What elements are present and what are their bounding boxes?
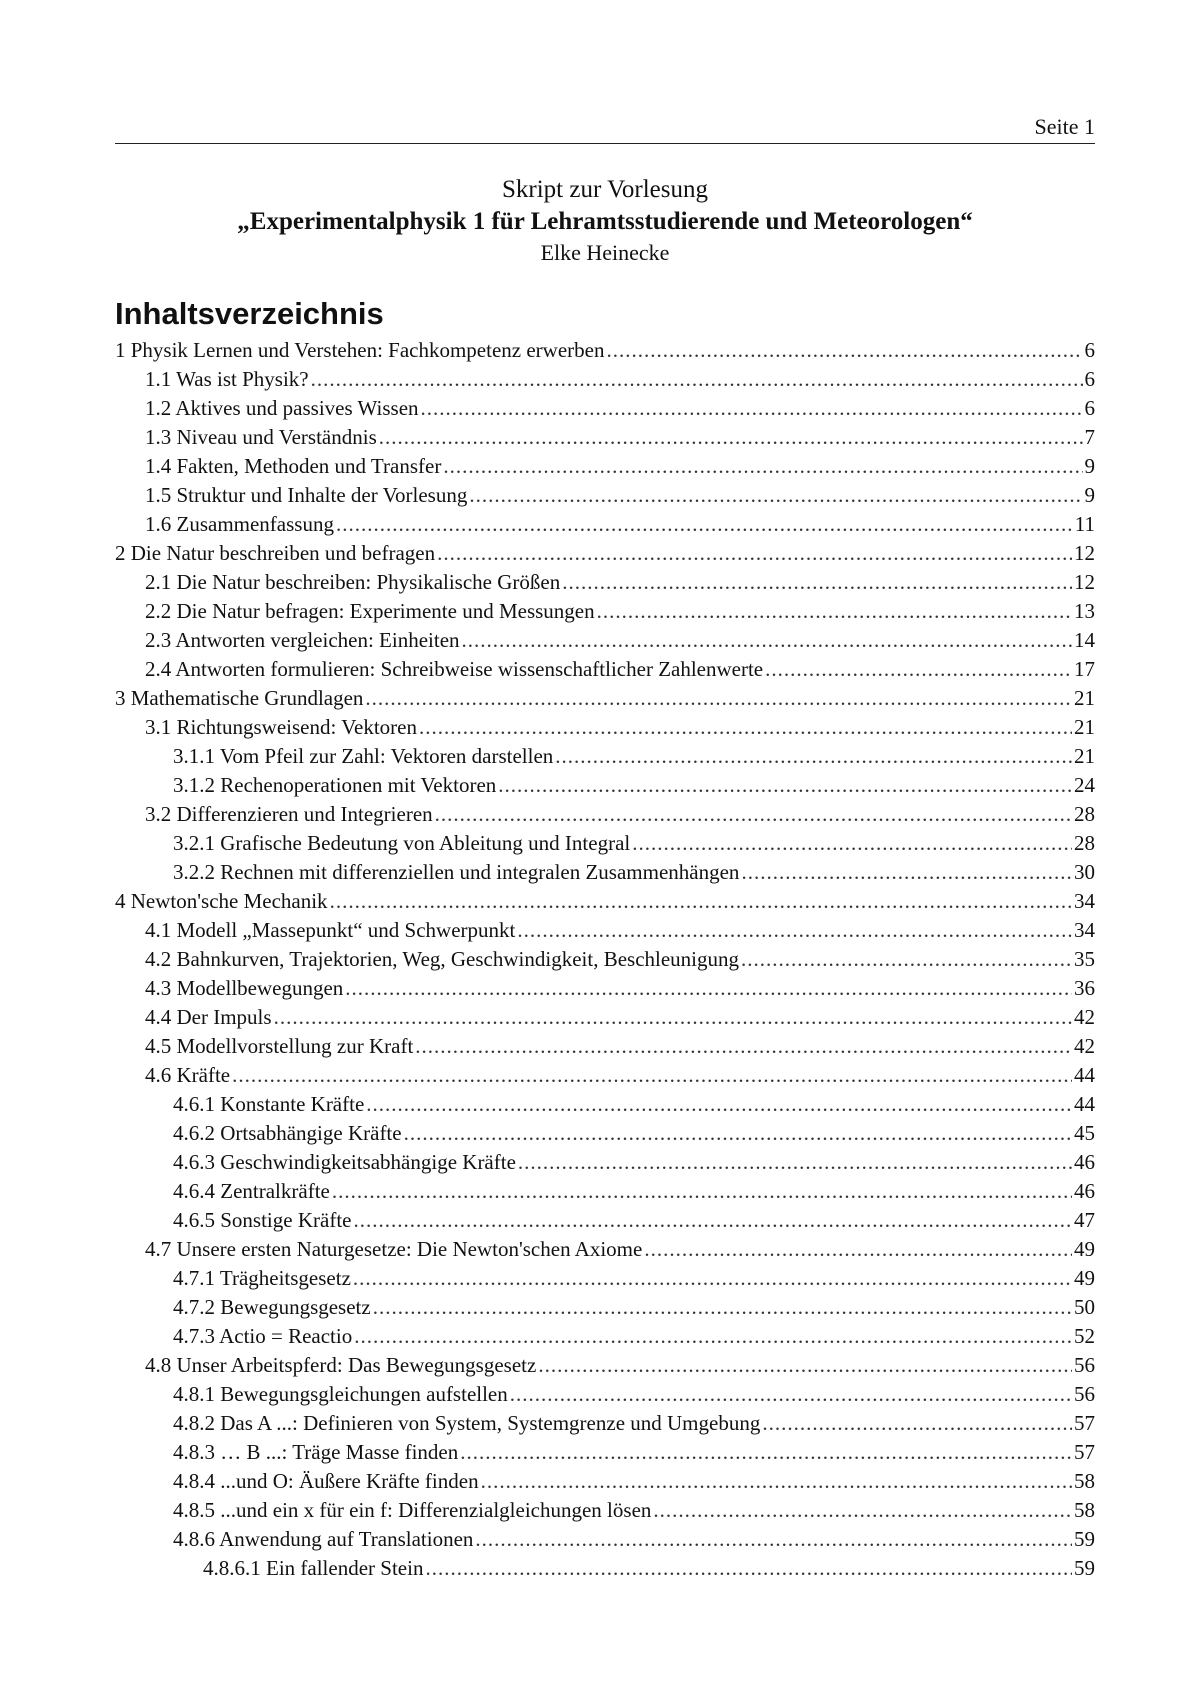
toc-entry-title: 4 Newton'sche Mechanik bbox=[115, 889, 328, 913]
toc-entry-page-number: 59 bbox=[1074, 1527, 1095, 1551]
toc-entry-page-number: 21 bbox=[1074, 686, 1095, 710]
toc-entry-title: 4.7.2 Bewegungsgesetz bbox=[173, 1295, 371, 1319]
toc-entry[interactable] bbox=[115, 974, 1095, 1003]
toc-dot-leader bbox=[460, 1438, 1072, 1467]
toc-entry-page-number: 6 bbox=[1084, 367, 1095, 391]
toc-entry-page-number: 42 bbox=[1074, 1034, 1095, 1058]
toc-entry-page-number: 14 bbox=[1074, 628, 1095, 652]
toc-entry[interactable] bbox=[115, 655, 1095, 684]
toc-entry[interactable] bbox=[115, 1322, 1095, 1351]
toc-dot-leader bbox=[404, 1119, 1072, 1148]
toc-entry-page-number: 47 bbox=[1074, 1208, 1095, 1232]
toc-entry[interactable] bbox=[115, 1554, 1095, 1583]
toc-entry-page-number: 44 bbox=[1074, 1063, 1095, 1087]
toc-entry-title: 3.2.1 Grafische Bedeutung von Ableitung und Integral bbox=[173, 831, 631, 855]
toc-entry-page-number: 12 bbox=[1074, 541, 1095, 565]
toc-entry[interactable] bbox=[115, 1380, 1095, 1409]
toc-entry[interactable] bbox=[115, 481, 1095, 510]
toc-entry[interactable] bbox=[115, 1177, 1095, 1206]
toc-entry-title: 3.1.1 Vom Pfeil zur Zahl: Vektoren darstellen bbox=[173, 744, 554, 768]
toc-entry-title: 1 Physik Lernen und Verstehen: Fachkompetenz erwerben bbox=[115, 338, 605, 362]
toc-entry-page-number: 59 bbox=[1074, 1556, 1095, 1580]
toc-entry-page-number: 12 bbox=[1074, 570, 1095, 594]
toc-entry-page-number: 44 bbox=[1074, 1092, 1095, 1116]
toc-dot-leader bbox=[606, 336, 1082, 365]
toc-entry[interactable] bbox=[115, 568, 1095, 597]
toc-entry[interactable] bbox=[115, 597, 1095, 626]
toc-entry[interactable] bbox=[115, 945, 1095, 974]
title-block bbox=[115, 175, 1095, 266]
toc-dot-leader bbox=[481, 1467, 1072, 1496]
toc-dot-leader bbox=[475, 1525, 1072, 1554]
toc-entry[interactable] bbox=[115, 742, 1095, 771]
toc-entry[interactable] bbox=[115, 829, 1095, 858]
toc-entry[interactable] bbox=[115, 684, 1095, 713]
toc-entry-title: 4.6.4 Zentralkräfte bbox=[173, 1179, 330, 1203]
toc-dot-leader bbox=[498, 771, 1072, 800]
toc-entry-title: 4.6 Kräfte bbox=[145, 1063, 231, 1087]
toc-entry-title: 2 Die Natur beschreiben und befragen bbox=[115, 541, 436, 565]
toc-dot-leader bbox=[345, 974, 1072, 1003]
toc-entry[interactable] bbox=[115, 394, 1095, 423]
toc-entry-title: 4.8 Unser Arbeitspferd: Das Bewegungsgesetz bbox=[145, 1353, 537, 1377]
toc-entry[interactable] bbox=[115, 1264, 1095, 1293]
toc-entry-title: 1.3 Niveau und Verständnis bbox=[145, 425, 377, 449]
toc-entry[interactable] bbox=[115, 1351, 1095, 1380]
toc-dot-leader bbox=[366, 1090, 1072, 1119]
toc-dot-leader bbox=[353, 1264, 1072, 1293]
toc-entry-page-number: 11 bbox=[1074, 512, 1095, 536]
toc-dot-leader bbox=[765, 655, 1072, 684]
toc-entry-title: 4.2 Bahnkurven, Trajektorien, Weg, Geschwindigkeit, Beschleunigung bbox=[145, 947, 739, 971]
toc-entry[interactable] bbox=[115, 539, 1095, 568]
toc-dot-leader bbox=[437, 539, 1072, 568]
toc-entry-page-number: 36 bbox=[1074, 976, 1095, 1000]
toc-entry-title: 2.3 Antworten vergleichen: Einheiten bbox=[145, 628, 460, 652]
toc-entry-page-number: 17 bbox=[1074, 657, 1095, 681]
toc-entry-title: 1.4 Fakten, Methoden und Transfer bbox=[145, 454, 442, 478]
toc-entry[interactable] bbox=[115, 1467, 1095, 1496]
toc-entry-page-number: 24 bbox=[1074, 773, 1095, 797]
toc-entry-title: 3.2 Differenzieren und Integrieren bbox=[145, 802, 433, 826]
toc-dot-leader bbox=[330, 887, 1072, 916]
toc-entry-page-number: 6 bbox=[1084, 396, 1095, 420]
toc-entry[interactable] bbox=[115, 626, 1095, 655]
toc-dot-leader bbox=[421, 394, 1083, 423]
toc-entry[interactable] bbox=[115, 1409, 1095, 1438]
toc-dot-leader bbox=[562, 568, 1072, 597]
toc-dot-leader bbox=[517, 916, 1072, 945]
toc-entry-page-number: 35 bbox=[1074, 947, 1095, 971]
toc-entry-title: 4.3 Modellbewegungen bbox=[145, 976, 344, 1000]
toc-entry[interactable] bbox=[115, 800, 1095, 829]
toc-entry-page-number: 28 bbox=[1074, 802, 1095, 826]
toc-entry-page-number: 42 bbox=[1074, 1005, 1095, 1029]
toc-entry-page-number: 57 bbox=[1074, 1440, 1095, 1464]
toc-entry-title: 4.6.1 Konstante Kräfte bbox=[173, 1092, 365, 1116]
toc-entry-page-number: 57 bbox=[1074, 1411, 1095, 1435]
toc-entry[interactable] bbox=[115, 1206, 1095, 1235]
lecture-title: „Experimentalphysik 1 für Lehramtsstudierende und Meteorologen“ bbox=[237, 208, 973, 235]
toc-dot-leader bbox=[443, 452, 1082, 481]
toc-entry-page-number: 49 bbox=[1074, 1237, 1095, 1261]
toc-entry[interactable] bbox=[115, 1032, 1095, 1061]
toc-dot-leader bbox=[469, 481, 1082, 510]
toc-entry[interactable] bbox=[115, 1525, 1095, 1554]
toc-entry-page-number: 34 bbox=[1074, 918, 1095, 942]
toc-entry-title: 4.7.1 Trägheitsgesetz bbox=[173, 1266, 351, 1290]
page-number-header: Seite 1 bbox=[1034, 114, 1095, 139]
toc-dot-leader bbox=[379, 423, 1083, 452]
toc-entry[interactable] bbox=[115, 1119, 1095, 1148]
toc-dot-leader bbox=[311, 365, 1083, 394]
toc-entry-page-number: 28 bbox=[1074, 831, 1095, 855]
toc-entry-title: 2.2 Die Natur befragen: Experimente und Messungen bbox=[145, 599, 595, 623]
toc-dot-leader bbox=[274, 1003, 1072, 1032]
toc-entry-title: 4.8.6.1 Ein fallender Stein bbox=[203, 1556, 424, 1580]
toc-entry-title: 2.4 Antworten formulieren: Schreibweise wissenschaftlicher Zahlenwerte bbox=[145, 657, 764, 681]
toc-entry[interactable] bbox=[115, 1496, 1095, 1525]
toc-entry-page-number: 58 bbox=[1074, 1469, 1095, 1493]
toc-entry[interactable] bbox=[115, 452, 1095, 481]
toc-entry-title: 4.8.6 Anwendung auf Translationen bbox=[173, 1527, 474, 1551]
toc-entry-title: 4.8.4 ...und O: Äußere Kräfte finden bbox=[173, 1469, 479, 1493]
toc-dot-leader bbox=[415, 1032, 1072, 1061]
toc-entry-title: 1.1 Was ist Physik? bbox=[145, 367, 309, 391]
toc-dot-leader bbox=[510, 1380, 1072, 1409]
toc-entry-page-number: 58 bbox=[1074, 1498, 1095, 1522]
toc-dot-leader bbox=[644, 1235, 1072, 1264]
toc-entry-page-number: 49 bbox=[1074, 1266, 1095, 1290]
toc-dot-leader bbox=[462, 626, 1072, 655]
toc-dot-leader bbox=[741, 858, 1072, 887]
toc-entry-title: 4.4 Der Impuls bbox=[145, 1005, 272, 1029]
toc-dot-leader bbox=[419, 713, 1072, 742]
toc-dot-leader bbox=[555, 742, 1072, 771]
toc-entry-title: 4.6.2 Ortsabhängige Kräfte bbox=[173, 1121, 402, 1145]
toc-entry-title: 3 Mathematische Grundlagen bbox=[115, 686, 364, 710]
toc-entry-title: 1.2 Aktives und passives Wissen bbox=[145, 396, 419, 420]
toc-dot-leader bbox=[538, 1351, 1072, 1380]
toc-entry-title: 3.1 Richtungsweisend: Vektoren bbox=[145, 715, 417, 739]
toc-entry-page-number: 9 bbox=[1084, 454, 1095, 478]
toc-entry[interactable] bbox=[115, 365, 1095, 394]
toc-entry-page-number: 56 bbox=[1074, 1353, 1095, 1377]
toc-heading: Inhaltsverzeichnis bbox=[115, 296, 384, 331]
toc-dot-leader bbox=[762, 1409, 1072, 1438]
header-rule bbox=[115, 143, 1095, 144]
toc-entry-page-number: 21 bbox=[1074, 744, 1095, 768]
toc-entry[interactable] bbox=[115, 1003, 1095, 1032]
toc-dot-leader bbox=[518, 1148, 1072, 1177]
toc-entry[interactable] bbox=[115, 916, 1095, 945]
toc-entry[interactable] bbox=[115, 1090, 1095, 1119]
toc-entry[interactable] bbox=[115, 1061, 1095, 1090]
toc-dot-leader bbox=[353, 1206, 1072, 1235]
toc-dot-leader bbox=[597, 597, 1072, 626]
toc-entry-title: 4.5 Modellvorstellung zur Kraft bbox=[145, 1034, 414, 1058]
toc-dot-leader bbox=[332, 1177, 1072, 1206]
toc-dot-leader bbox=[653, 1496, 1072, 1525]
toc-entry[interactable] bbox=[115, 1235, 1095, 1264]
toc-entry-title: 4.8.3 … B ...: Träge Masse finden bbox=[173, 1440, 459, 1464]
toc-dot-leader bbox=[354, 1322, 1072, 1351]
toc-entry-title: 2.1 Die Natur beschreiben: Physikalische Größen bbox=[145, 570, 561, 594]
toc-entry[interactable] bbox=[115, 713, 1095, 742]
toc-entry-page-number: 34 bbox=[1074, 889, 1095, 913]
toc-entry-page-number: 30 bbox=[1074, 860, 1095, 884]
toc-entry-title: 4.8.2 Das A ...: Definieren von System, Systemgrenze und Umgebung bbox=[173, 1411, 761, 1435]
toc-dot-leader bbox=[741, 945, 1072, 974]
toc-entry-title: 4.1 Modell „Massepunkt“ und Schwerpunkt bbox=[145, 918, 516, 942]
toc-entry-page-number: 50 bbox=[1074, 1295, 1095, 1319]
toc-entry[interactable] bbox=[115, 1438, 1095, 1467]
toc-entry[interactable] bbox=[115, 423, 1095, 452]
toc-dot-leader bbox=[435, 800, 1072, 829]
toc-dot-leader bbox=[425, 1554, 1072, 1583]
toc-dot-leader bbox=[632, 829, 1072, 858]
toc-entry-page-number: 56 bbox=[1074, 1382, 1095, 1406]
toc-entry[interactable] bbox=[115, 510, 1095, 539]
toc-entry[interactable] bbox=[115, 771, 1095, 800]
toc-dot-leader bbox=[365, 684, 1072, 713]
toc-dot-leader bbox=[336, 510, 1073, 539]
toc-entry-title: 4.7.3 Actio = Reactio bbox=[173, 1324, 353, 1348]
toc-entry-page-number: 46 bbox=[1074, 1179, 1095, 1203]
toc-entry[interactable] bbox=[115, 1293, 1095, 1322]
toc-entry-page-number: 7 bbox=[1084, 425, 1095, 449]
toc-entry-page-number: 21 bbox=[1074, 715, 1095, 739]
toc-entry-title: 1.6 Zusammenfassung bbox=[145, 512, 334, 536]
toc-entry-page-number: 45 bbox=[1074, 1121, 1095, 1145]
toc-dot-leader bbox=[373, 1293, 1072, 1322]
document-title: Skript zur Vorlesung bbox=[501, 176, 709, 203]
toc-entry-page-number: 6 bbox=[1084, 338, 1095, 362]
toc-entry-page-number: 13 bbox=[1074, 599, 1095, 623]
toc-entry-title: 4.6.3 Geschwindigkeitsabhängige Kräfte bbox=[173, 1150, 516, 1174]
toc-entry[interactable] bbox=[115, 336, 1095, 365]
toc-entry-page-number: 52 bbox=[1074, 1324, 1095, 1348]
toc-entry-title: 4.8.5 ...und ein x für ein f: Differenzialgleichungen lösen bbox=[173, 1498, 652, 1522]
toc-dot-leader bbox=[232, 1061, 1072, 1090]
toc-entry-page-number: 9 bbox=[1084, 483, 1095, 507]
table-of-contents bbox=[115, 336, 1095, 1583]
toc-entry[interactable] bbox=[115, 858, 1095, 887]
toc-entry-title: 4.7 Unsere ersten Naturgesetze: Die Newton'schen Axiome bbox=[145, 1237, 643, 1261]
toc-entry-title: 3.2.2 Rechnen mit differenziellen und integralen Zusammenhängen bbox=[173, 860, 740, 884]
toc-entry[interactable] bbox=[115, 1148, 1095, 1177]
toc-entry-title: 4.6.5 Sonstige Kräfte bbox=[173, 1208, 352, 1232]
toc-entry-page-number: 46 bbox=[1074, 1150, 1095, 1174]
author-name: Elke Heinecke bbox=[540, 240, 670, 265]
toc-entry-title: 1.5 Struktur und Inhalte der Vorlesung bbox=[145, 483, 468, 507]
toc-entry-title: 3.1.2 Rechenoperationen mit Vektoren bbox=[173, 773, 497, 797]
toc-entry-title: 4.8.1 Bewegungsgleichungen aufstellen bbox=[173, 1382, 508, 1406]
toc-entry[interactable] bbox=[115, 887, 1095, 916]
